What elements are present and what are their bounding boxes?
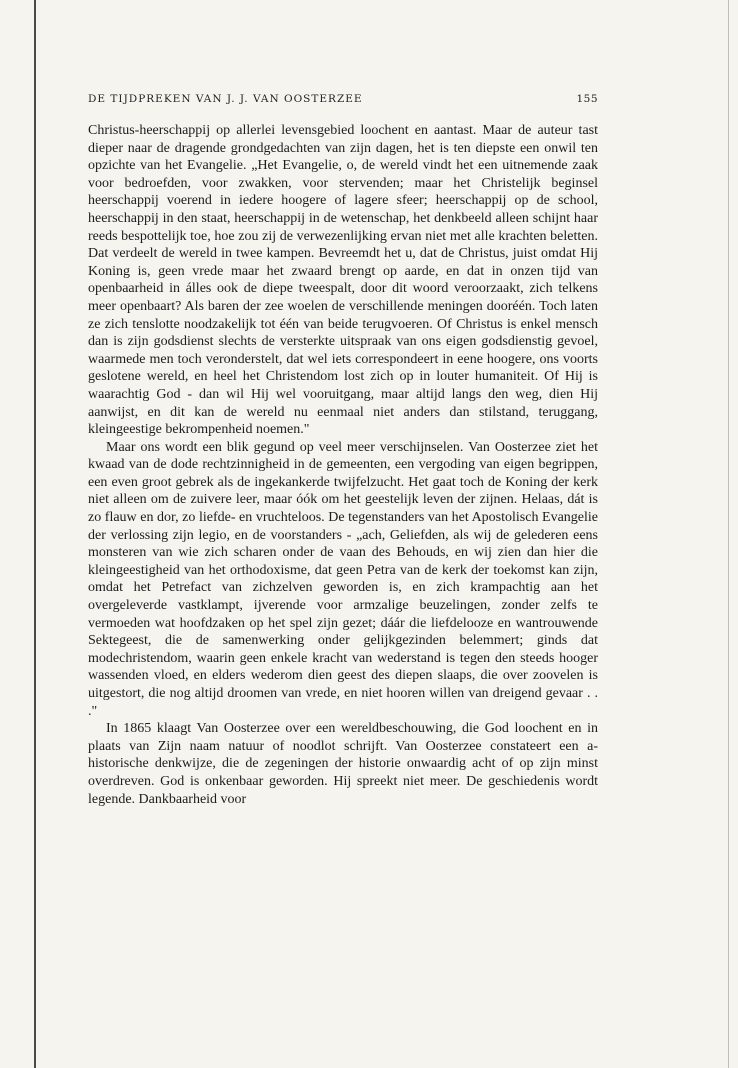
running-header [88, 93, 598, 109]
page-number: 155 [576, 93, 598, 105]
body-text [88, 122, 598, 808]
paragraph: In 1865 klaagt Van Oosterzee over een wereldbeschouwing, die God loochent en in plaats van Zijn naam natuur of noodlot schrijft. Van Oosterzee constateert een a-historische denkwijze, die de zegeningen der historie onwaardig acht of op zijn minst overdreven. God is onkenbaar geworden. Hij spreekt niet meer. De geschiedenis wordt legende. Dankbaarheid voor [88, 721, 598, 807]
paragraph: Maar ons wordt een blik gegund op veel meer verschijnselen. Van Oosterzee ziet het kwaad van de dode rechtzinnigheid in de gemeenten, een vergoding van eigen begrippen, een even groot gebrek als de ingekankerde twijfelzucht. Het gaat toch de Koning der kerk niet alleen om de zuivere leer, maar óók om het geestelijk leven der zijnen. Helaas, dát is zo flauw en dor, zo liefde- en vruchteloos. De tegenstanders van het Apostolisch Evangelie der verlossing zijn legio, en de voorstanders - „ach, Geliefden, als wij de gelederen eens monsteren van wie zich scharen onder de vaan des Behouds, en wij zien dan hier die kleingeestigheid van het orthodoxisme, dat geen Petra van de kerk der toekomst kan zijn, omdat het Petrefact van zichzelven geworden is, en zich krampachtig aan het overgeleverde vastklampt, ijverende voor armzalige beuzelingen, zonder zelfs te vermoeden wat hoofdzaken op het spel zijn gezet; dáár die liefdelooze en wantrouwende Sektegeest, die de samenwerking onder gelijkgezinden belemmert; ginds dat modechristendom, waarin geen enkele kracht van wederstand is tegen den steeds hooger wassenden vloed, en elders wederom dien geest des diepen slaaps, die over zoovelen is uitgestort, die nog altijd droomen van vrede, en niet hooren willen van dreigend gevaar . . ." [88, 439, 598, 719]
page-right-edge [728, 0, 729, 1068]
running-title: DE TIJDPREKEN VAN J. J. VAN OOSTERZEE [88, 93, 363, 105]
page-left-edge [34, 0, 36, 1068]
paragraph: Christus-heerschappij op allerlei levensgebied loochent en aantast. Maar de auteur tast dieper naar de dragende grondgedachten van zijn dagen, het is ten diepste een onwil ten opzichte van het Evangelie. „Het Evangelie, o, de wereld vindt het een uitnemende zaak voor bedroefden, voor zwakken, voor stervenden; maar het Christelijk beginsel heerschappij voerend in iedere hoogere of lagere sfeer; heerschappij op de school, heerschappij in den staat, heerschappij in de wetenschap, het denkbeeld alleen schijnt haar reeds bespottelijk toe, hoe zou zij de verwezenlijking ervan niet met alle krachten beletten. Dat verdeelt de wereld in twee kampen. Bevreemdt het u, dat de Christus, juist omdat Hij Koning is, geen vrede maar het zwaard brengt op aarde, en dat in onzen tijd van openbaarheid in álles ook de diepe tweespalt, door dit woord veroorzaakt, zich telkens meer openbaart? Als baren der zee woelen de verschillende meningen dooréén. Toch laten ze zich tenslotte noodzakelijk tot één van beide terugvoeren. Of Christus is enkel mensch dan is zijn godsdienst slechts de versterkte uitspraak van ons eigen godsdienstig gevoel, waarmede men toch veronderstelt, dat wel iets correspondeert in eene hoogere, ons voorts geslotene wereld, en heel het Christendom lost zich op in louter humaniteit. Of Hij is waarachtig God - dan wil Hij wel vooruitgang, maar altijd langs den weg, dien Hij aanwijst, en dit kan de wereld nu eenmaal niet anders dan stilstand, teruggang, kleingeestige bekrompenheid noemen." [88, 123, 598, 438]
